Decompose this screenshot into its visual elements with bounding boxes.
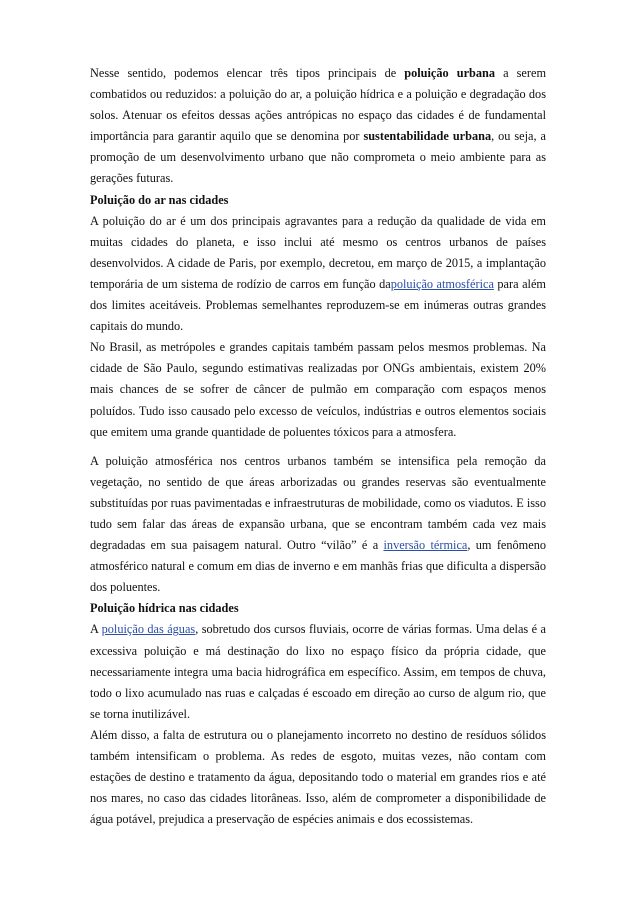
link-thermal-inversion[interactable]: inversão térmica [383, 538, 468, 553]
text-run: , sobretudo dos cursos fluviais, ocorre de várias formas. Uma delas é a excessiva poluição e má destinação do lixo no espaço físico da própria cidade, que necessariamente integra uma bacia hidrográfica em específico. Assim, em tempos de chuva, todo o lixo acumulado nas ruas e calçadas é escoado em direção ao curso de algum rio, que se torna inutilizável. [90, 622, 546, 721]
paragraph-water-pollution [90, 619, 546, 724]
text-run: a serem combatidos ou reduzidos: a poluição do ar, a poluição hídrica e a poluição e degradação dos solos. Atenuar os efeitos dessas ações antrópicas no espaço das cidades é de fundamental importância para garantir aquilo que se denomina por [90, 66, 547, 144]
text-run: , um fenômeno atmosférico natural e comum em dias de inverno e em manhãs frias que dificulta a dispersão dos poluentes. [90, 538, 546, 595]
link-atmospheric-pollution[interactable]: poluição atmosférica [390, 276, 494, 291]
bold-term-urban-pollution: poluição urbana [404, 66, 496, 80]
paragraph-vegetation [90, 451, 546, 599]
paragraph-air-pollution [90, 211, 546, 338]
text-run: A [90, 622, 102, 637]
link-water-pollution[interactable]: poluição das águas [101, 622, 196, 637]
text-run: A poluição do ar é um dos principais agravantes para a redução da qualidade de vida em muitas cidades do planeta, e isso inclui até mesmo os centros urbanos de países desenvolvidos. A cidade de Paris, por exemplo, decretou, em março de 2015, a implantação temporária de um sistema de rodízio de carros em função da [90, 213, 546, 291]
paragraph-brazil: No Brasil, as metrópoles e grandes capitais também passam pelos mesmos problemas. Na cidade de São Paulo, segundo estimativas realizadas por ONGs ambientais, existem 20% mais chances de se sofrer de câncer de pulmão em comparação com espaços menos poluídos. Tudo isso causado pelo excesso de veículos, indústrias e outros elementos sociais que emitem uma grande quantidade de poluentes tóxicos para a atmosfera. [90, 340, 546, 439]
paragraph-intro [90, 63, 546, 190]
heading-water-pollution: Poluição hídrica nas cidades [90, 601, 239, 616]
text-run: , ou seja, a promoção de um desenvolvimento urbano que não comprometa o meio ambiente para as gerações futuras. [90, 129, 546, 186]
text-run: Nesse sentido, podemos elencar três tipos principais de [90, 66, 405, 80]
text-run: A poluição atmosférica nos centros urbanos também se intensifica pela remoção da vegetação, no sentido de que áreas arborizadas ou grandes reservas são eventualmente substituídas por ruas pavimentadas e infraestruturas de mobilidade, como os viadutos. E isso tudo sem falar das áreas de expansão urbana, que se encontram também cada vez mais degradadas em sua paisagem natural. Outro “vilão” é a [90, 453, 546, 553]
bold-term-urban-sustainability: sustentabilidade urbana [363, 129, 492, 144]
heading-air-pollution: Poluição do ar nas cidades [90, 192, 229, 207]
paragraph-solid-waste: Além disso, a falta de estrutura ou o planejamento incorreto no destino de resíduos sólidos também intensificam o problema. As redes de esgoto, muitas vezes, não contam com estações de destino e tratamento da água, depositando todo o material em grandes rios e até nos mares, no caso das cidades litorâneas. Isso, além de comprometer a disponibilidade de água potável, prejudica a preservação de espécies animais e dos ecossistemas. [90, 727, 546, 827]
text-run: para além dos limites aceitáveis. Problemas semelhantes reproduzem-se em inúmeras outras grandes capitais do mundo. [90, 276, 546, 334]
